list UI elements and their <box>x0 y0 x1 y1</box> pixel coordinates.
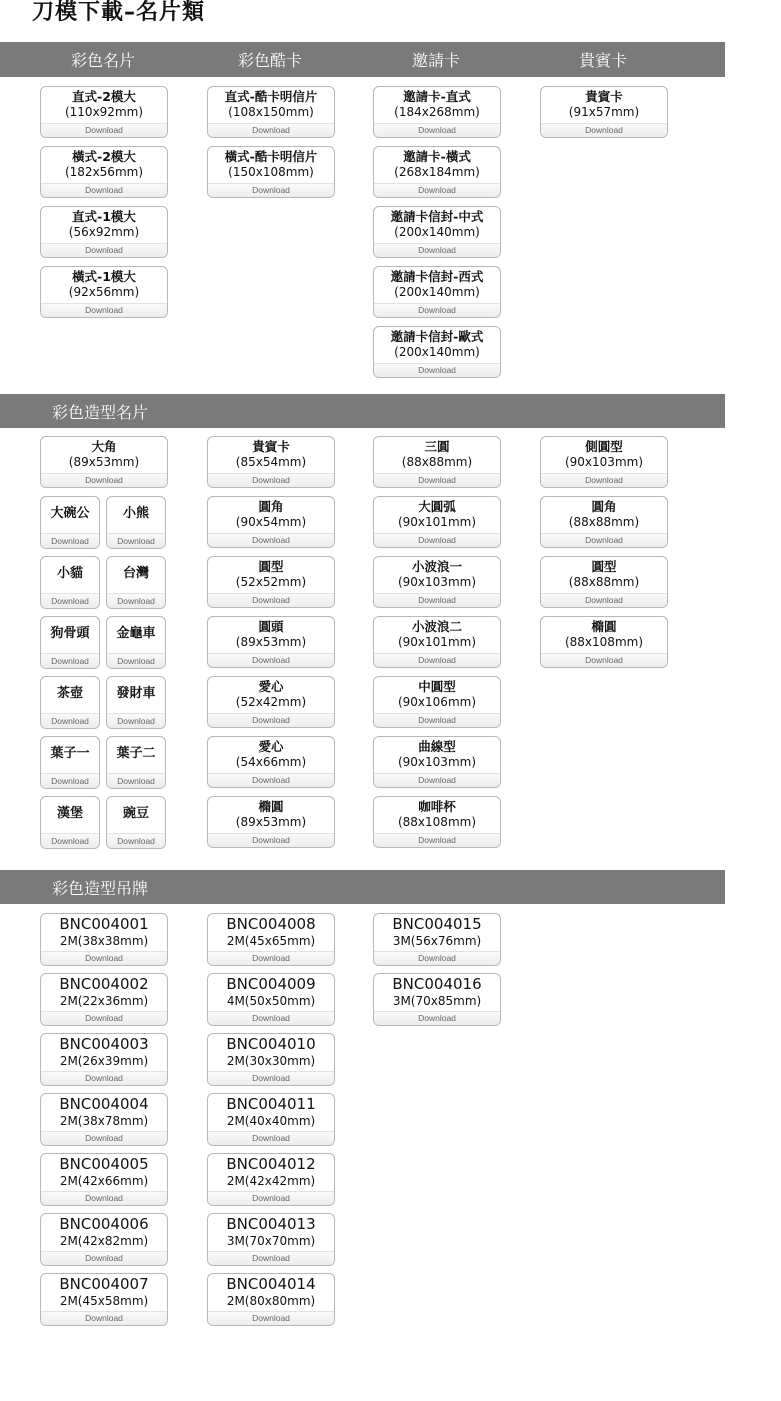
download-link[interactable]: Download <box>208 533 334 547</box>
item-size: (90x101mm) <box>397 515 477 529</box>
download-link[interactable]: Download <box>107 653 165 668</box>
item-name: 圓頭 <box>258 619 284 634</box>
item-size: (110x92mm) <box>64 105 144 119</box>
item-name: BNC004015 <box>392 915 482 933</box>
download-button[interactable] <box>207 1153 335 1206</box>
download-button[interactable] <box>540 556 668 608</box>
download-button[interactable] <box>540 436 668 488</box>
item-name: BNC004001 <box>59 915 149 933</box>
item-size: (88x108mm) <box>397 815 477 829</box>
item-name: 小貓 <box>56 566 83 581</box>
item-size: (85x54mm) <box>235 455 307 469</box>
download-button[interactable] <box>40 973 168 1026</box>
item-name: 漢堡 <box>56 806 83 821</box>
download-button[interactable] <box>40 436 168 488</box>
item-size: 2M(40x40mm) <box>226 1114 316 1128</box>
download-button[interactable] <box>373 326 501 378</box>
item-size: (52x42mm) <box>235 695 307 709</box>
download-button[interactable] <box>40 146 168 198</box>
item-size: (56x92mm) <box>68 225 140 239</box>
item-name: BNC004014 <box>226 1275 316 1293</box>
item-name: 圓型 <box>258 559 284 574</box>
download-button[interactable] <box>207 556 335 608</box>
item-name: BNC004003 <box>59 1035 149 1053</box>
download-link[interactable]: Download <box>374 951 500 965</box>
item-name: 三圓 <box>424 439 450 454</box>
download-link[interactable]: Download <box>208 773 334 787</box>
item-name: BNC004009 <box>226 975 316 993</box>
section-title-shaped-cards: 彩色造型名片 <box>52 402 149 422</box>
section-header-cards <box>0 42 725 77</box>
download-link[interactable]: Download <box>208 951 334 965</box>
item-name: 大角 <box>91 439 117 454</box>
download-button[interactable] <box>40 1153 168 1206</box>
download-button[interactable] <box>207 676 335 728</box>
item-name: 台灣 <box>122 566 149 581</box>
download-button[interactable] <box>207 796 335 848</box>
download-button[interactable] <box>207 973 335 1026</box>
download-link[interactable]: Download <box>208 1131 334 1145</box>
download-link[interactable]: Download <box>208 123 334 137</box>
item-size: (88x88mm) <box>568 575 640 589</box>
item-name: 小波浪一 <box>411 559 462 574</box>
download-button[interactable] <box>40 616 100 669</box>
item-name: 邀請卡-橫式 <box>403 149 471 164</box>
item-name: 側圓型 <box>585 439 623 454</box>
download-link[interactable]: Download <box>107 533 165 548</box>
download-button[interactable] <box>207 86 335 138</box>
item-name: 圓型 <box>591 559 617 574</box>
download-button[interactable] <box>373 206 501 258</box>
download-link[interactable]: Download <box>41 1311 167 1325</box>
download-button[interactable] <box>373 86 501 138</box>
download-button[interactable] <box>40 1093 168 1146</box>
download-button[interactable] <box>207 736 335 788</box>
item-size: (184x268mm) <box>394 105 480 119</box>
item-size: (91x57mm) <box>568 105 640 119</box>
download-button[interactable] <box>40 913 168 966</box>
download-link[interactable]: Download <box>41 123 167 137</box>
page-title: 刀模下載–名片類 <box>32 0 206 25</box>
download-link[interactable]: Download <box>41 951 167 965</box>
download-button[interactable] <box>207 1033 335 1086</box>
item-name: 貴賓卡 <box>585 89 623 104</box>
item-name: 邀請卡信封-西式 <box>390 269 484 284</box>
download-link[interactable]: Download <box>208 713 334 727</box>
item-name: BNC004011 <box>226 1095 316 1113</box>
item-size: (200x140mm) <box>394 345 480 359</box>
item-size: (54x66mm) <box>235 755 307 769</box>
download-button[interactable] <box>373 266 501 318</box>
download-link[interactable]: Download <box>374 363 500 377</box>
download-button[interactable] <box>106 616 166 669</box>
item-size: 4M(50x50mm) <box>226 994 316 1008</box>
download-button[interactable] <box>207 616 335 668</box>
download-button[interactable] <box>106 736 166 789</box>
item-name: 金龜車 <box>116 626 156 641</box>
download-button[interactable] <box>207 496 335 548</box>
download-button[interactable] <box>207 913 335 966</box>
item-name: 邀請卡信封-歐式 <box>390 329 484 344</box>
download-button[interactable] <box>540 616 668 668</box>
download-link[interactable]: Download <box>374 1011 500 1025</box>
download-link[interactable]: Download <box>374 243 500 257</box>
download-link[interactable]: Download <box>41 1251 167 1265</box>
download-link[interactable]: Download <box>208 1071 334 1085</box>
item-size: (89x53mm) <box>235 635 307 649</box>
item-name: 愛心 <box>258 679 284 694</box>
item-size: 3M(70x70mm) <box>226 1234 316 1248</box>
download-link[interactable]: Download <box>107 773 165 788</box>
download-link[interactable]: Download <box>374 473 500 487</box>
item-size: 2M(45x65mm) <box>226 934 316 948</box>
download-button[interactable] <box>40 676 100 729</box>
item-size: (88x88mm) <box>568 515 640 529</box>
item-size: 2M(42x42mm) <box>226 1174 316 1188</box>
download-link[interactable]: Download <box>208 1251 334 1265</box>
item-size: (90x101mm) <box>397 635 477 649</box>
item-size: 2M(42x82mm) <box>59 1234 149 1248</box>
item-size: 2M(38x38mm) <box>59 934 149 948</box>
download-link[interactable]: Download <box>541 473 667 487</box>
download-button[interactable] <box>373 436 501 488</box>
item-name: 邀請卡-直式 <box>403 89 471 104</box>
download-link[interactable]: Download <box>41 303 167 317</box>
download-button[interactable] <box>373 973 501 1026</box>
section-header-hang-tags <box>0 870 725 904</box>
item-name: 橢圓 <box>591 619 617 634</box>
item-name: 橫式-1模大 <box>72 269 136 284</box>
download-button[interactable] <box>207 1213 335 1266</box>
download-link[interactable]: Download <box>208 593 334 607</box>
item-name: BNC004004 <box>59 1095 149 1113</box>
download-button[interactable] <box>40 206 168 258</box>
download-button[interactable] <box>373 146 501 198</box>
item-name: 狗骨頭 <box>50 626 90 641</box>
item-size: (90x103mm) <box>397 575 477 589</box>
download-link[interactable]: Download <box>374 533 500 547</box>
item-name: 發財車 <box>116 686 156 701</box>
download-link[interactable]: Download <box>374 303 500 317</box>
item-name: BNC004010 <box>226 1035 316 1053</box>
item-size: (88x108mm) <box>564 635 644 649</box>
item-size: (90x106mm) <box>397 695 477 709</box>
item-name: BNC004006 <box>59 1215 149 1233</box>
item-name: 小熊 <box>122 506 149 521</box>
item-size: (89x53mm) <box>235 815 307 829</box>
item-name: BNC004008 <box>226 915 316 933</box>
download-link[interactable]: Download <box>208 183 334 197</box>
download-link[interactable]: Download <box>41 1131 167 1145</box>
download-link[interactable]: Download <box>374 123 500 137</box>
item-name: 橫式-2模大 <box>72 149 136 164</box>
download-link[interactable]: Download <box>208 473 334 487</box>
download-button[interactable] <box>540 86 668 138</box>
item-size: 2M(30x30mm) <box>226 1054 316 1068</box>
download-button[interactable] <box>40 496 100 549</box>
item-size: (90x54mm) <box>235 515 307 529</box>
download-button[interactable] <box>40 1033 168 1086</box>
download-button[interactable] <box>106 496 166 549</box>
download-link[interactable]: Download <box>41 473 167 487</box>
download-link[interactable]: Download <box>374 653 500 667</box>
download-link[interactable]: Download <box>374 773 500 787</box>
download-link[interactable]: Download <box>208 1011 334 1025</box>
item-size: (108x150mm) <box>228 105 314 119</box>
item-size: (90x103mm) <box>397 755 477 769</box>
download-link[interactable]: Download <box>208 1311 334 1325</box>
item-name: 大碗公 <box>50 506 90 521</box>
download-button[interactable] <box>40 1273 168 1326</box>
item-name: 圓角 <box>591 499 617 514</box>
item-size: (89x53mm) <box>68 455 140 469</box>
download-button[interactable] <box>540 496 668 548</box>
download-link[interactable]: Download <box>41 593 99 608</box>
item-size: 2M(22x36mm) <box>59 994 149 1008</box>
column-header-vip-card: 貴賓卡 <box>578 51 627 70</box>
download-link[interactable]: Download <box>41 1071 167 1085</box>
item-name: 中圓型 <box>418 679 456 694</box>
item-name: 圓角 <box>258 499 284 514</box>
column-header-invitation: 邀請卡 <box>411 51 460 70</box>
item-size: (200x140mm) <box>394 225 480 239</box>
item-name: 葉子二 <box>116 746 156 761</box>
download-link[interactable]: Download <box>41 183 167 197</box>
download-button[interactable] <box>207 146 335 198</box>
item-name: 小波浪二 <box>411 619 462 634</box>
item-size: (150x108mm) <box>228 165 314 179</box>
download-button[interactable] <box>40 736 100 789</box>
item-name: 大圓弧 <box>418 499 456 514</box>
column-header-color-card: 彩色名片 <box>70 51 135 70</box>
item-name: 豌豆 <box>122 806 149 821</box>
download-link[interactable]: Download <box>41 833 99 848</box>
item-name: 愛心 <box>258 739 284 754</box>
download-link[interactable]: Download <box>374 593 500 607</box>
download-link[interactable]: Download <box>541 593 667 607</box>
download-link[interactable]: Download <box>374 183 500 197</box>
item-name: BNC004005 <box>59 1155 149 1173</box>
item-size: 2M(45x58mm) <box>59 1294 149 1308</box>
item-name: 曲線型 <box>418 739 456 754</box>
download-link[interactable]: Download <box>41 533 99 548</box>
download-button[interactable] <box>373 496 501 548</box>
item-size: 2M(26x39mm) <box>59 1054 149 1068</box>
item-size: 2M(38x78mm) <box>59 1114 149 1128</box>
download-button[interactable] <box>40 1213 168 1266</box>
item-name: BNC004007 <box>59 1275 149 1293</box>
download-button[interactable] <box>373 616 501 668</box>
download-link[interactable]: Download <box>208 653 334 667</box>
item-size: (200x140mm) <box>394 285 480 299</box>
download-link[interactable]: Download <box>41 1011 167 1025</box>
download-button[interactable] <box>373 796 501 848</box>
item-name: 橫式-酷卡明信片 <box>224 149 318 164</box>
item-size: 3M(56x76mm) <box>392 934 482 948</box>
item-name: BNC004002 <box>59 975 149 993</box>
item-size: 2M(42x66mm) <box>59 1174 149 1188</box>
download-button[interactable] <box>373 676 501 728</box>
item-size: (92x56mm) <box>68 285 140 299</box>
item-name: 直式-酷卡明信片 <box>224 89 318 104</box>
item-size: 2M(80x80mm) <box>226 1294 316 1308</box>
item-size: (90x103mm) <box>564 455 644 469</box>
download-link[interactable]: Download <box>41 713 99 728</box>
download-link[interactable]: Download <box>41 1191 167 1205</box>
download-button[interactable] <box>40 796 100 849</box>
item-size: (52x52mm) <box>235 575 307 589</box>
download-button[interactable] <box>207 1273 335 1326</box>
item-name: BNC004013 <box>226 1215 316 1233</box>
download-link[interactable]: Download <box>541 123 667 137</box>
section-header-shaped-cards <box>0 394 725 428</box>
item-name: 橢圓 <box>258 799 284 814</box>
item-size: (88x88mm) <box>401 455 473 469</box>
download-link[interactable]: Download <box>208 833 334 847</box>
download-button[interactable] <box>106 556 166 609</box>
download-link[interactable]: Download <box>208 1191 334 1205</box>
item-size: (268x184mm) <box>394 165 480 179</box>
download-button[interactable] <box>106 676 166 729</box>
item-name: 葉子一 <box>50 746 90 761</box>
column-header-postcard: 彩色酷卡 <box>237 51 302 70</box>
download-link[interactable]: Download <box>107 833 165 848</box>
section-title-hang-tags: 彩色造型吊牌 <box>52 878 149 898</box>
item-name: BNC004012 <box>226 1155 316 1173</box>
item-size: (182x56mm) <box>64 165 144 179</box>
download-button[interactable] <box>207 1093 335 1146</box>
download-link[interactable]: Download <box>541 653 667 667</box>
download-link[interactable]: Download <box>374 833 500 847</box>
download-link[interactable]: Download <box>541 533 667 547</box>
download-button[interactable] <box>373 913 501 966</box>
download-button[interactable] <box>106 796 166 849</box>
download-button[interactable] <box>207 436 335 488</box>
download-link[interactable]: Download <box>41 243 167 257</box>
download-button[interactable] <box>40 86 168 138</box>
download-link[interactable]: Download <box>107 713 165 728</box>
item-name: 直式-1模大 <box>72 209 136 224</box>
download-button[interactable] <box>40 266 168 318</box>
item-size: 3M(70x85mm) <box>392 994 482 1008</box>
download-link[interactable]: Download <box>41 653 99 668</box>
item-name: 直式-2模大 <box>72 89 136 104</box>
download-button[interactable] <box>373 556 501 608</box>
item-name: 貴賓卡 <box>252 439 290 454</box>
download-link[interactable]: Download <box>374 713 500 727</box>
item-name: BNC004016 <box>392 975 482 993</box>
item-name: 茶壺 <box>56 686 83 701</box>
download-button[interactable] <box>373 736 501 788</box>
download-link[interactable]: Download <box>107 593 165 608</box>
item-name: 咖啡杯 <box>418 799 456 814</box>
download-button[interactable] <box>40 556 100 609</box>
item-name: 邀請卡信封-中式 <box>390 209 484 224</box>
download-link[interactable]: Download <box>41 773 99 788</box>
